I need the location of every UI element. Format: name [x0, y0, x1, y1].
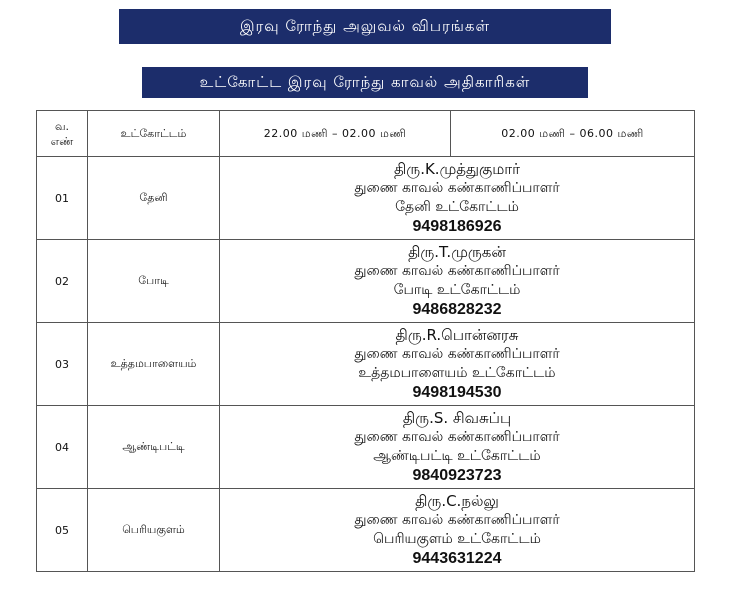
officer-name: திரு.R.பொன்னரசு — [395, 326, 519, 344]
header-serial-line1: வ. — [54, 119, 70, 133]
officer-designation: துணை காவல் கண்காணிப்பாளர் — [354, 429, 560, 445]
officer-details — [220, 240, 695, 323]
officer-office: ஆண்டிபட்டி உட்கோட்டம் — [373, 448, 541, 464]
table-row — [37, 240, 695, 323]
officer-office: போடி உட்கோட்டம் — [393, 282, 521, 298]
table-row — [37, 157, 695, 240]
officer-phone: 9498186926 — [412, 218, 502, 235]
officer-name: திரு.S. சிவசுப்பு — [402, 409, 512, 427]
officer-office: தேனி உட்கோட்டம் — [395, 199, 519, 215]
officer-office: பெரியகுளம் உட்கோட்டம் — [373, 531, 541, 547]
row-subdivision: போடி — [88, 240, 220, 323]
officer-designation: துணை காவல் கண்காணிப்பாளர் — [354, 346, 560, 362]
officer-office: உத்தமபாளையம் உட்கோட்டம் — [358, 365, 556, 381]
officer-details — [220, 406, 695, 489]
header-serial — [37, 111, 88, 157]
officer-name: திரு.C.நல்லு — [415, 492, 499, 510]
officer-name: திரு.K.முத்துகுமார் — [394, 160, 520, 178]
officer-details — [220, 157, 695, 240]
row-serial: 01 — [37, 157, 88, 240]
table-header-row — [37, 111, 695, 157]
officer-designation: துணை காவல் கண்காணிப்பாளர் — [354, 180, 560, 196]
row-serial: 03 — [37, 323, 88, 406]
header-shift-1: 22.00 மணி – 02.00 மணி — [220, 111, 451, 157]
officer-details — [220, 323, 695, 406]
officer-phone: 9486828232 — [412, 301, 502, 318]
officer-phone: 9498194530 — [412, 384, 502, 401]
table-row — [37, 406, 695, 489]
row-subdivision: பெரியகுளம் — [88, 489, 220, 572]
officer-phone: 9443631224 — [412, 550, 502, 567]
header-subdivision: உட்கோட்டம் — [88, 111, 220, 157]
officer-details — [220, 489, 695, 572]
officer-name: திரு.T.முருகன் — [408, 243, 506, 261]
patrol-officers-table — [36, 110, 695, 572]
officer-phone: 9840923723 — [412, 467, 502, 484]
header-serial-line2: எண் — [50, 134, 74, 148]
row-subdivision: உத்தமபாளையம் — [88, 323, 220, 406]
page-title: இரவு ரோந்து அலுவல் விபரங்கள் — [119, 9, 611, 44]
table-row — [37, 323, 695, 406]
row-serial: 04 — [37, 406, 88, 489]
row-subdivision: தேனி — [88, 157, 220, 240]
table-row — [37, 489, 695, 572]
row-serial: 05 — [37, 489, 88, 572]
row-serial: 02 — [37, 240, 88, 323]
page-subtitle: உட்கோட்ட இரவு ரோந்து காவல் அதிகாரிகள் — [142, 67, 588, 98]
officer-designation: துணை காவல் கண்காணிப்பாளர் — [354, 512, 560, 528]
header-shift-2: 02.00 மணி – 06.00 மணி — [451, 111, 695, 157]
officer-designation: துணை காவல் கண்காணிப்பாளர் — [354, 263, 560, 279]
row-subdivision: ஆண்டிபட்டி — [88, 406, 220, 489]
